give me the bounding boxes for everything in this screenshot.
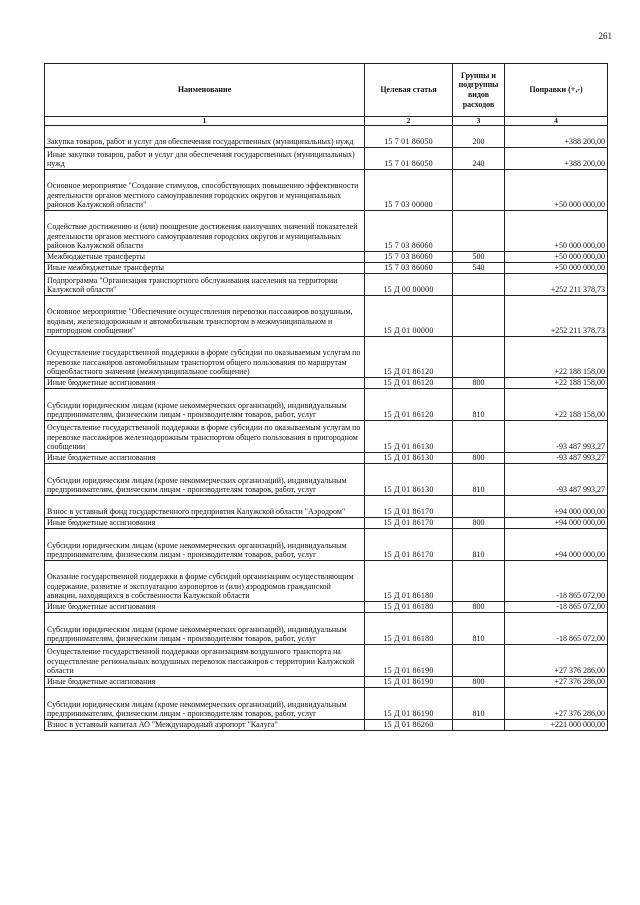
row-amount: +50 000 000,00 — [505, 252, 608, 263]
row-amount: +388 200,00 — [505, 126, 608, 148]
row-target-code: 15 7 03 00000 — [365, 170, 453, 211]
row-amount: -93 487 993,27 — [505, 464, 608, 496]
row-name: Основное мероприятие "Создание стимулов, способствующих повышению эффективности деятельности органов местного самоуправления городских округов и муниципальных районов Калужской области" — [45, 170, 365, 211]
row-group-code — [453, 720, 505, 731]
row-amount: +388 200,00 — [505, 148, 608, 170]
row-target-code: 15 7 03 86060 — [365, 252, 453, 263]
row-amount: +22 188 158,00 — [505, 389, 608, 421]
table-row — [45, 561, 608, 602]
row-amount: +94 000 000,00 — [505, 529, 608, 561]
row-group-code: 800 — [453, 453, 505, 464]
row-name: Основное мероприятие "Обеспечение осуществления перевозки пассажиров воздушным, водным, железнодорожным и автомобильным транспортом в межмуниципальном и пригородном сообщении" — [45, 296, 365, 337]
row-name: Межбюджетные трансферты — [45, 252, 365, 263]
table-row — [45, 274, 608, 296]
row-group-code: 800 — [453, 378, 505, 389]
row-amount: -18 865 072,00 — [505, 561, 608, 602]
row-name: Иные закупки товаров, работ и услуг для обеспечения государственных (муниципальных) нужд — [45, 148, 365, 170]
row-amount: +252 211 378,73 — [505, 296, 608, 337]
row-amount: +50 000 000,00 — [505, 211, 608, 252]
table-row — [45, 645, 608, 677]
row-name: Иные бюджетные ассигнования — [45, 518, 365, 529]
table-row — [45, 677, 608, 688]
row-amount: +27 376 286,00 — [505, 645, 608, 677]
column-number-row — [45, 117, 608, 126]
row-target-code: 15 7 03 86060 — [365, 263, 453, 274]
row-name: Иные межбюджетные трансферты — [45, 263, 365, 274]
row-target-code: 15 Д 01 86130 — [365, 421, 453, 453]
table-row — [45, 453, 608, 464]
row-group-code — [453, 274, 505, 296]
row-amount: -93 487 993,27 — [505, 453, 608, 464]
row-name: Подпрограмма "Организация транспортного обслуживания населения на территории Калужской области" — [45, 274, 365, 296]
row-target-code: 15 Д 01 86180 — [365, 602, 453, 613]
row-target-code: 15 Д 01 86190 — [365, 677, 453, 688]
table-row — [45, 518, 608, 529]
header-name: Наименование — [45, 64, 365, 117]
table-row — [45, 389, 608, 421]
row-name: Субсидии юридическим лицам (кроме некоммерческих организаций), индивидуальным предпринимателям, физическим лицам - производителям товаров, работ, услуг — [45, 389, 365, 421]
row-amount: +22 188 158,00 — [505, 378, 608, 389]
row-name: Иные бюджетные ассигнования — [45, 453, 365, 464]
row-target-code: 15 7 01 86050 — [365, 126, 453, 148]
row-name: Субсидии юридическим лицам (кроме некоммерческих организаций), индивидуальным предпринимателям, физическим лицам - производителям товаров, работ, услуг — [45, 688, 365, 720]
row-target-code: 15 Д 01 86190 — [365, 645, 453, 677]
column-number: 3 — [453, 117, 505, 126]
row-target-code: 15 Д 01 86120 — [365, 378, 453, 389]
table-row — [45, 688, 608, 720]
row-target-code: 15 Д 01 86170 — [365, 496, 453, 518]
row-target-code: 15 Д 01 86170 — [365, 529, 453, 561]
table-row — [45, 211, 608, 252]
row-group-code: 540 — [453, 263, 505, 274]
row-group-code: 500 — [453, 252, 505, 263]
page-number: 261 — [598, 31, 612, 41]
row-name: Осуществление государственной поддержки в форме субсидии по оказываемым услугам по перевозке пассажиров автомобильным транспортом общего пользования по маршрутам общеобластного значения (межмуниципальное сообщение) — [45, 337, 365, 378]
row-name: Осуществление государственной поддержки организациям воздушного транспорта на осуществление региональных воздушных перевозок пассажиров с территории Калужской области — [45, 645, 365, 677]
row-amount: +27 376 286,00 — [505, 688, 608, 720]
row-target-code: 15 Д 00 00000 — [365, 274, 453, 296]
table-row — [45, 263, 608, 274]
column-number: 1 — [45, 117, 365, 126]
row-group-code: 810 — [453, 389, 505, 421]
table-row — [45, 148, 608, 170]
row-group-code — [453, 496, 505, 518]
row-group-code — [453, 170, 505, 211]
row-name: Содействие достижению и (или) поощрение достижения наилучших значений показателей деятельности органов местного самоуправления городских округов и муниципальных районов Калужской области — [45, 211, 365, 252]
row-group-code: 810 — [453, 613, 505, 645]
row-group-code: 800 — [453, 677, 505, 688]
row-group-code: 800 — [453, 518, 505, 529]
row-name: Оказание государственной поддержки в форме субсидий организациям осуществляющим содержание, развитие и эксплуатацию аэропортов и (или) аэродромов гражданской авиации, находящихся в собственности Калужской области — [45, 561, 365, 602]
row-name: Иные бюджетные ассигнования — [45, 602, 365, 613]
table-row — [45, 126, 608, 148]
table-row — [45, 720, 608, 731]
row-group-code — [453, 421, 505, 453]
table-row — [45, 252, 608, 263]
row-group-code — [453, 337, 505, 378]
table-row — [45, 337, 608, 378]
row-group-code: 810 — [453, 529, 505, 561]
row-group-code — [453, 296, 505, 337]
row-target-code: 15 Д 01 86260 — [365, 720, 453, 731]
row-target-code: 15 Д 01 86190 — [365, 688, 453, 720]
row-amount: +50 000 000,00 — [505, 170, 608, 211]
table-row — [45, 170, 608, 211]
row-name: Взнос в уставный капитал АО "Международный аэропорт "Калуга" — [45, 720, 365, 731]
row-name: Субсидии юридическим лицам (кроме некоммерческих организаций), индивидуальным предпринимателям, физическим лицам - производителям товаров, работ, услуг — [45, 529, 365, 561]
row-amount: +27 376 286,00 — [505, 677, 608, 688]
column-number: 4 — [505, 117, 608, 126]
table-row — [45, 613, 608, 645]
row-target-code: 15 Д 01 00000 — [365, 296, 453, 337]
row-name: Иные бюджетные ассигнования — [45, 677, 365, 688]
row-target-code: 15 Д 01 86170 — [365, 518, 453, 529]
table-row — [45, 378, 608, 389]
row-target-code: 15 Д 01 86130 — [365, 464, 453, 496]
row-group-code: 800 — [453, 602, 505, 613]
row-target-code: 15 7 01 86050 — [365, 148, 453, 170]
row-name: Взнос в уставный фонд государственного предприятия Калужской области "Аэродром" — [45, 496, 365, 518]
header-amendments: Поправки (+,-) — [505, 64, 608, 117]
row-name: Субсидии юридическим лицам (кроме некоммерческих организаций), индивидуальным предпринимателям, физическим лицам - производителям товаров, работ, услуг — [45, 613, 365, 645]
header-target: Целевая статья — [365, 64, 453, 117]
row-target-code: 15 Д 01 86120 — [365, 337, 453, 378]
row-group-code: 810 — [453, 464, 505, 496]
table-header-row — [45, 64, 608, 117]
header-group: Группы и подгруппы видов расходов — [453, 64, 505, 117]
row-target-code: 15 Д 01 86180 — [365, 561, 453, 602]
row-name: Иные бюджетные ассигнования — [45, 378, 365, 389]
row-amount: +22 188 158,00 — [505, 337, 608, 378]
row-amount: -18 865 072,00 — [505, 613, 608, 645]
row-name: Субсидии юридическим лицам (кроме некоммерческих организаций), индивидуальным предпринимателям, физическим лицам - производителям товаров, работ, услуг — [45, 464, 365, 496]
row-amount: +50 000 000,00 — [505, 263, 608, 274]
table-row — [45, 602, 608, 613]
row-amount: -93 487 993,27 — [505, 421, 608, 453]
row-group-code: 200 — [453, 126, 505, 148]
budget-amendments-table — [44, 63, 608, 731]
row-amount: +252 211 378,73 — [505, 274, 608, 296]
row-amount: +94 000 000,00 — [505, 496, 608, 518]
table-row — [45, 529, 608, 561]
row-group-code: 810 — [453, 688, 505, 720]
column-number: 2 — [365, 117, 453, 126]
row-group-code: 240 — [453, 148, 505, 170]
row-amount: +221 000 000,00 — [505, 720, 608, 731]
row-group-code — [453, 645, 505, 677]
table-body — [45, 126, 608, 731]
row-group-code — [453, 211, 505, 252]
row-name: Осуществление государственной поддержки в форме субсидии по оказываемым услугам по перевозке пассажиров железнодорожным транспортом общего пользования в пригородном сообщении — [45, 421, 365, 453]
row-target-code: 15 Д 01 86120 — [365, 389, 453, 421]
table-row — [45, 296, 608, 337]
table-row — [45, 496, 608, 518]
row-amount: -18 865 072,00 — [505, 602, 608, 613]
row-target-code: 15 Д 01 86180 — [365, 613, 453, 645]
row-group-code — [453, 561, 505, 602]
row-target-code: 15 Д 01 86130 — [365, 453, 453, 464]
row-target-code: 15 7 03 86060 — [365, 211, 453, 252]
table-row — [45, 464, 608, 496]
row-amount: +94 000 000,00 — [505, 518, 608, 529]
table-row — [45, 421, 608, 453]
row-name: Закупка товаров, работ и услуг для обеспечения государственных (муниципальных) нужд — [45, 126, 365, 148]
